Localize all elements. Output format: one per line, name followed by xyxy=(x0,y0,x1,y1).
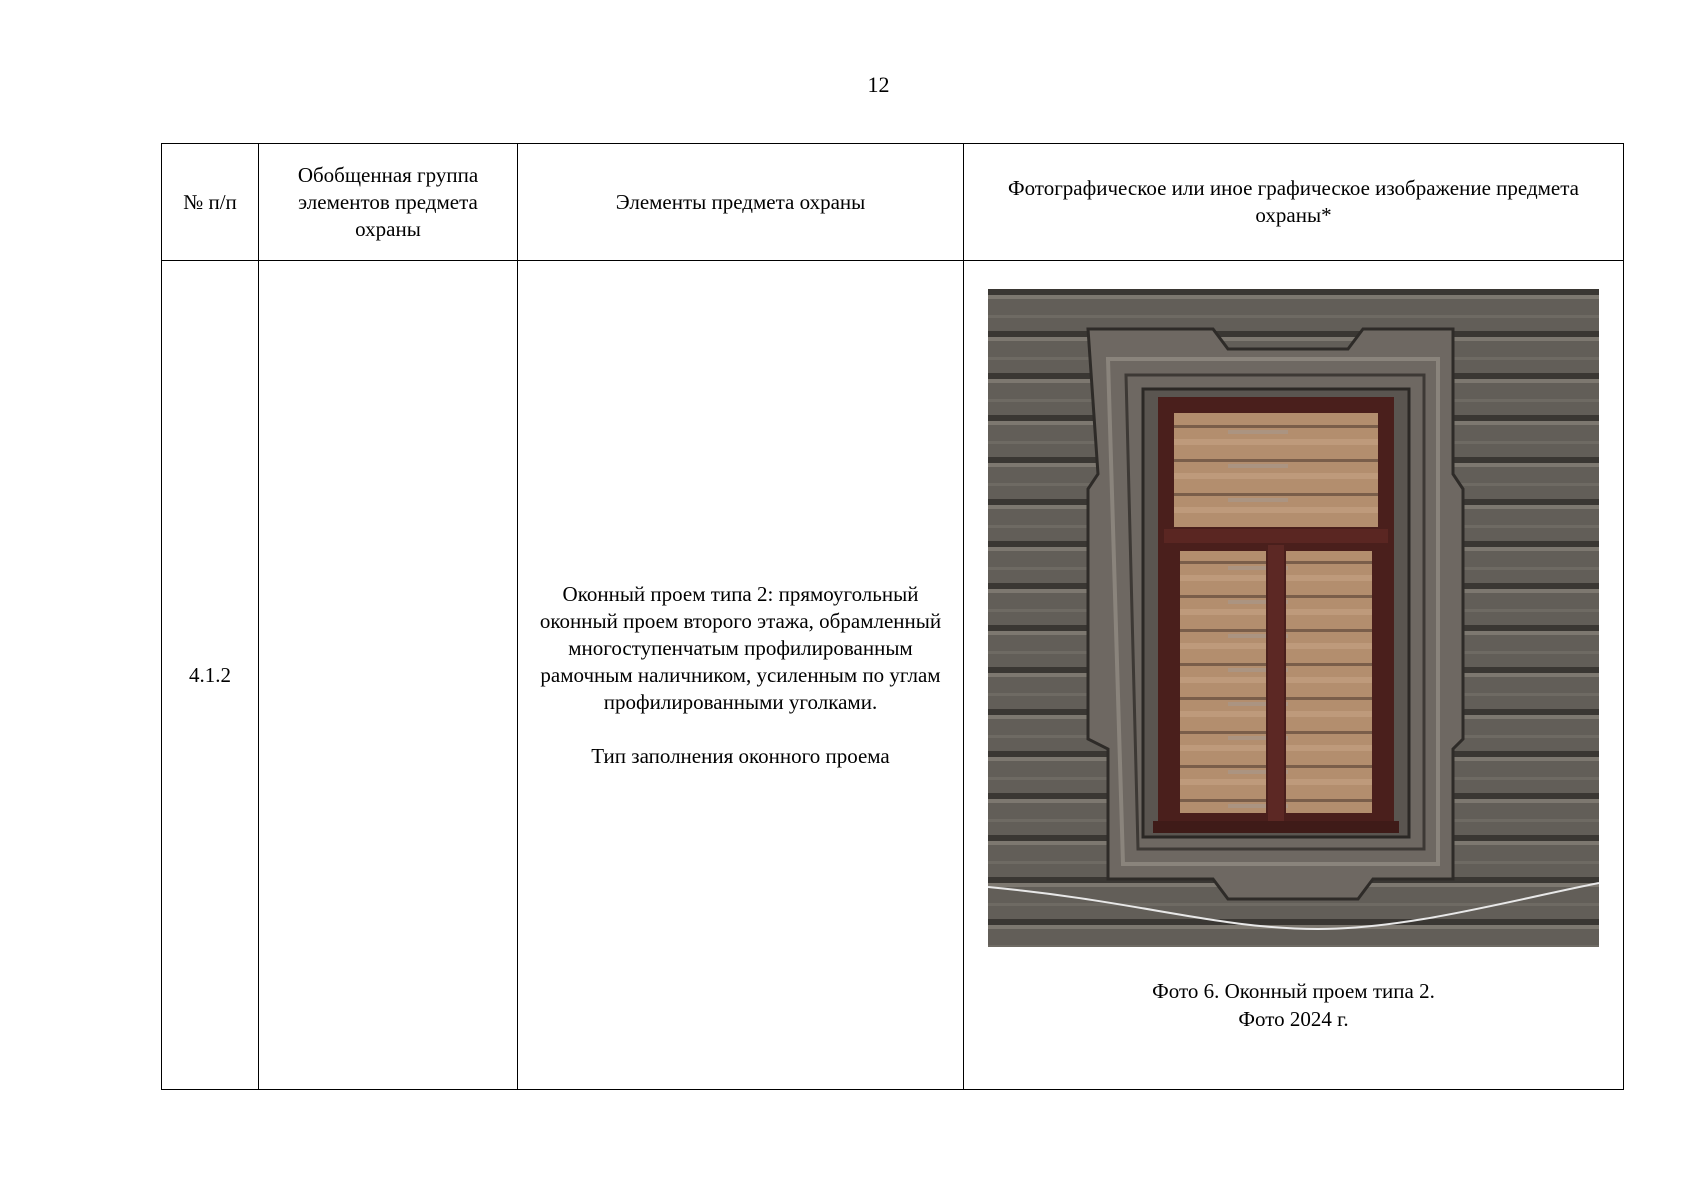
photo-caption: Фото 6. Оконный проем типа 2. Фото 2024 г. xyxy=(1152,979,1435,1031)
header-elements: Элементы предмета охраны xyxy=(518,144,964,261)
header-photo: Фотографическое или иное графическое изображение предмета охраны* xyxy=(964,144,1624,261)
elements-description: Оконный проем типа 2: прямоугольный оконный проем второго этажа, обрамленный многоступенчатым профилированным рамочным наличником, усиленным по углам профилированными уголками. Тип заполнения оконного проема xyxy=(539,581,942,768)
row-photo xyxy=(964,261,1624,1090)
window-photo xyxy=(988,289,1599,947)
row-elements xyxy=(518,261,964,1090)
row-num: 4.1.2 xyxy=(162,261,259,1090)
page-number: 12 xyxy=(867,72,890,97)
table-header-row xyxy=(162,144,1624,261)
header-num: № п/п xyxy=(162,144,259,261)
protection-elements-table xyxy=(161,143,1624,1090)
table-row xyxy=(162,261,1624,1090)
header-group: Обобщенная группа элементов предмета охраны xyxy=(259,144,518,261)
row-group xyxy=(259,261,518,1090)
